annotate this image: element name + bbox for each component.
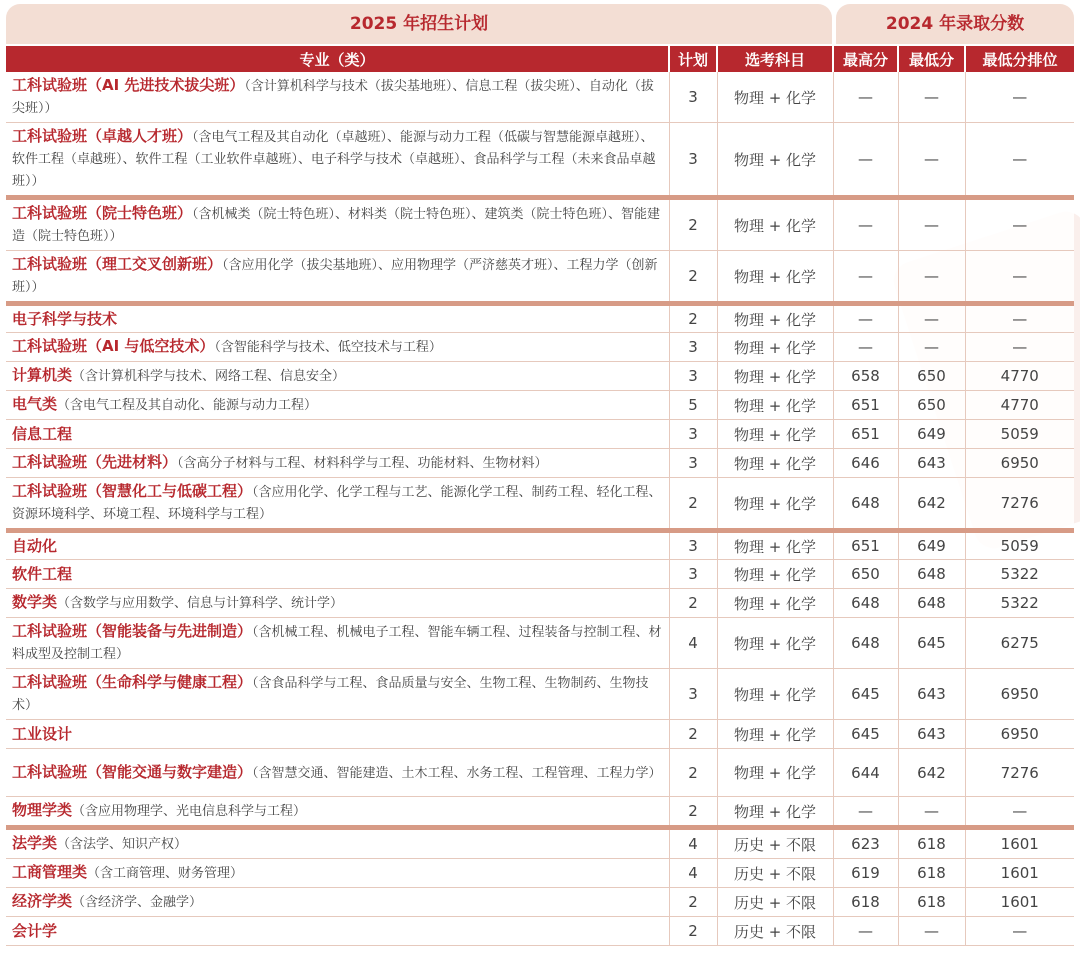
major-description: （含机械工程、机械电子工程、智能车辆工程、过程装备与控制工程、材料成型及控制工程）	[12, 625, 662, 662]
major-name: 工科试验班（理工交叉创新班）	[12, 255, 223, 273]
subjects-cell: 物理 + 化学	[717, 797, 833, 828]
max-score-cell: 651	[833, 391, 898, 420]
min-score-cell: 643	[898, 449, 965, 478]
major-name: 计算机类	[12, 366, 73, 384]
min-score-cell: 643	[898, 720, 965, 749]
min-rank-cell: 5322	[965, 589, 1074, 618]
min-score-cell: 648	[898, 560, 965, 589]
major-cell	[6, 560, 669, 589]
min-rank-cell: 1601	[965, 888, 1074, 917]
subjects-cell: 物理 + 化学	[717, 449, 833, 478]
plan-count-cell: 3	[669, 123, 717, 198]
subjects-cell: 物理 + 化学	[717, 478, 833, 531]
major-description: （含机械类（院士特色班）、材料类（院士特色班）、建筑类（院士特色班）、智能建造（院士特色班））	[12, 207, 661, 244]
min-rank-cell: 5059	[965, 531, 1074, 560]
major-name: 数学类	[12, 593, 58, 611]
major-name: 经济学类	[12, 892, 73, 910]
plan-count-cell: 3	[669, 531, 717, 560]
plan-count-cell: 3	[669, 333, 717, 362]
major-cell	[6, 391, 669, 420]
plan-count-cell: 2	[669, 478, 717, 531]
subjects-cell: 物理 + 化学	[717, 251, 833, 304]
table-row	[6, 123, 1074, 198]
major-name: 工科试验班（院士特色班）	[12, 204, 193, 222]
subjects-cell: 物理 + 化学	[717, 333, 833, 362]
min-rank-cell: —	[965, 917, 1074, 946]
table-row	[6, 797, 1074, 828]
plan-count-cell: 3	[669, 72, 717, 123]
table-row	[6, 828, 1074, 859]
max-score-cell: 645	[833, 669, 898, 720]
table-row	[6, 449, 1074, 478]
min-score-cell: —	[898, 72, 965, 123]
subjects-cell: 物理 + 化学	[717, 531, 833, 560]
min-score-cell: 649	[898, 420, 965, 449]
subjects-cell: 历史 + 不限	[717, 888, 833, 917]
major-cell	[6, 859, 669, 888]
table-row	[6, 391, 1074, 420]
max-score-cell: 619	[833, 859, 898, 888]
max-score-cell: —	[833, 72, 898, 123]
table-row	[6, 749, 1074, 797]
major-name: 软件工程	[12, 565, 73, 583]
subjects-cell: 历史 + 不限	[717, 917, 833, 946]
max-score-cell: 623	[833, 828, 898, 859]
major-name: 物理学类	[12, 801, 73, 819]
min-score-cell: 618	[898, 888, 965, 917]
plan-count-cell: 2	[669, 917, 717, 946]
max-score-cell: 648	[833, 478, 898, 531]
max-score-cell: 618	[833, 888, 898, 917]
min-rank-cell: —	[965, 72, 1074, 123]
major-cell	[6, 749, 669, 797]
max-score-cell: —	[833, 333, 898, 362]
max-score-cell: —	[833, 251, 898, 304]
major-description: （含计算机科学与技术、网络工程、信息安全）	[72, 369, 346, 384]
plan-count-cell: 2	[669, 304, 717, 333]
header-min-score: 最低分	[898, 46, 965, 72]
major-description: （含计算机科学与技术（拔尖基地班）、信息工程（拔尖班）、自动化（拔尖班））	[12, 79, 654, 116]
plan-count-cell: 3	[669, 362, 717, 391]
table-row	[6, 304, 1074, 333]
subjects-cell: 物理 + 化学	[717, 589, 833, 618]
major-cell	[6, 478, 669, 531]
major-name: 电气类	[12, 395, 58, 413]
min-rank-cell: —	[965, 797, 1074, 828]
major-name: 工科试验班（生命科学与健康工程）	[12, 673, 253, 691]
plan-count-cell: 2	[669, 198, 717, 251]
plan-title: 2025 年招生计划	[6, 4, 832, 44]
subjects-cell: 历史 + 不限	[717, 828, 833, 859]
plan-count-cell: 4	[669, 828, 717, 859]
min-score-cell: 618	[898, 859, 965, 888]
major-cell	[6, 449, 669, 478]
table-row	[6, 618, 1074, 669]
header-subjects: 选考科目	[717, 46, 833, 72]
major-name: 信息工程	[12, 425, 73, 443]
subjects-cell: 物理 + 化学	[717, 304, 833, 333]
min-rank-cell: 6275	[965, 618, 1074, 669]
min-rank-cell: —	[965, 123, 1074, 198]
subjects-cell: 历史 + 不限	[717, 859, 833, 888]
table-row	[6, 917, 1074, 946]
subjects-cell: 物理 + 化学	[717, 72, 833, 123]
min-rank-cell: 7276	[965, 478, 1074, 531]
major-cell	[6, 828, 669, 859]
min-score-cell: 650	[898, 362, 965, 391]
table-row	[6, 333, 1074, 362]
major-cell	[6, 669, 669, 720]
plan-count-cell: 2	[669, 720, 717, 749]
min-score-cell: —	[898, 251, 965, 304]
header-major: 专业（类）	[6, 46, 669, 72]
table-row	[6, 589, 1074, 618]
subjects-cell: 物理 + 化学	[717, 669, 833, 720]
min-score-cell: 648	[898, 589, 965, 618]
min-rank-cell: —	[965, 304, 1074, 333]
table-row	[6, 72, 1074, 123]
major-name: 电子科学与技术	[12, 310, 118, 328]
major-name: 工科试验班（卓越人才班）	[12, 127, 193, 145]
max-score-cell: 644	[833, 749, 898, 797]
min-score-cell: —	[898, 304, 965, 333]
major-description: （含电气工程及其自动化（卓越班）、能源与动力工程（低碳与智慧能源卓越班）、软件工程（卓越班）、软件工程（工业软件卓越班）、电子科学与技术（卓越班）、食品科学与工程（未来食品卓越班））	[12, 130, 656, 189]
table-row	[6, 888, 1074, 917]
major-description: （含智慧交通、智能建造、土木工程、水务工程、工程管理、工程力学）	[252, 765, 662, 781]
subjects-cell: 物理 + 化学	[717, 391, 833, 420]
plan-count-cell: 3	[669, 669, 717, 720]
header-min-rank: 最低分排位	[965, 46, 1074, 72]
min-score-cell: —	[898, 198, 965, 251]
major-cell	[6, 797, 669, 828]
min-rank-cell: 7276	[965, 749, 1074, 797]
major-description: （含电气工程及其自动化、能源与动力工程）	[57, 398, 318, 413]
min-score-cell: 649	[898, 531, 965, 560]
table-row	[6, 251, 1074, 304]
major-cell	[6, 420, 669, 449]
major-name: 工科试验班（智能装备与先进制造）	[12, 622, 253, 640]
min-rank-cell: 5059	[965, 420, 1074, 449]
plan-count-cell: 3	[669, 420, 717, 449]
table-row	[6, 420, 1074, 449]
max-score-cell: 645	[833, 720, 898, 749]
plan-count-cell: 2	[669, 589, 717, 618]
table-row	[6, 478, 1074, 531]
major-name: 工科试验班（先进材料）	[12, 453, 178, 471]
subjects-cell: 物理 + 化学	[717, 198, 833, 251]
max-score-cell: —	[833, 304, 898, 333]
min-rank-cell: —	[965, 333, 1074, 362]
header-max-score: 最高分	[833, 46, 898, 72]
min-rank-cell: 6950	[965, 669, 1074, 720]
major-cell	[6, 333, 669, 362]
subjects-cell: 物理 + 化学	[717, 123, 833, 198]
max-score-cell: 658	[833, 362, 898, 391]
min-rank-cell: 1601	[965, 859, 1074, 888]
max-score-cell: 650	[833, 560, 898, 589]
max-score-cell: —	[833, 198, 898, 251]
major-name: 会计学	[12, 922, 58, 940]
table-row	[6, 531, 1074, 560]
major-cell	[6, 72, 669, 123]
table-body	[6, 72, 1074, 946]
min-rank-cell: 4770	[965, 362, 1074, 391]
subjects-cell: 物理 + 化学	[717, 720, 833, 749]
min-rank-cell: 6950	[965, 720, 1074, 749]
major-description: （含数学与应用数学、信息与计算科学、统计学）	[57, 596, 344, 611]
major-name: 工科试验班（AI 先进技术拔尖班）	[12, 76, 245, 94]
min-score-cell: 618	[898, 828, 965, 859]
table-row	[6, 859, 1074, 888]
major-description: （含应用化学、化学工程与工艺、能源化学工程、制药工程、轻化工程、资源环境科学、环境工程、环境科学与工程）	[12, 485, 662, 522]
major-cell	[6, 251, 669, 304]
max-score-cell: 648	[833, 589, 898, 618]
min-score-cell: 650	[898, 391, 965, 420]
min-score-cell: 642	[898, 478, 965, 531]
table-row	[6, 560, 1074, 589]
min-rank-cell: 1601	[965, 828, 1074, 859]
major-cell	[6, 589, 669, 618]
major-description: （含法学、知识产权）	[57, 837, 188, 852]
major-cell	[6, 531, 669, 560]
major-name: 工业设计	[12, 725, 73, 743]
subjects-cell: 物理 + 化学	[717, 362, 833, 391]
plan-count-cell: 4	[669, 859, 717, 888]
table-row	[6, 198, 1074, 251]
max-score-cell: 648	[833, 618, 898, 669]
min-score-cell: —	[898, 123, 965, 198]
min-score-cell: —	[898, 917, 965, 946]
max-score-cell: 651	[833, 531, 898, 560]
major-description: （含应用物理学、光电信息科学与工程）	[72, 804, 307, 819]
min-rank-cell: 5322	[965, 560, 1074, 589]
score-title: 2024 年录取分数	[836, 4, 1074, 44]
major-name: 法学类	[12, 834, 58, 852]
table-row	[6, 720, 1074, 749]
max-score-cell: 651	[833, 420, 898, 449]
subjects-cell: 物理 + 化学	[717, 560, 833, 589]
major-description: （含高分子材料与工程、材料科学与工程、功能材料、生物材料）	[177, 456, 548, 471]
subjects-cell: 物理 + 化学	[717, 420, 833, 449]
plan-count-cell: 3	[669, 560, 717, 589]
major-description: （含应用化学（拔尖基地班）、应用物理学（严济慈英才班）、工程力学（创新班））	[12, 258, 658, 295]
min-score-cell: 645	[898, 618, 965, 669]
major-name: 工商管理类	[12, 863, 88, 881]
plan-count-cell: 4	[669, 618, 717, 669]
table-row	[6, 669, 1074, 720]
min-rank-cell: —	[965, 251, 1074, 304]
major-description: （含智能科学与技术、低空技术与工程）	[214, 340, 442, 355]
major-name: 工科试验班（智慧化工与低碳工程）	[12, 482, 253, 500]
min-score-cell: 642	[898, 749, 965, 797]
subjects-cell: 物理 + 化学	[717, 749, 833, 797]
major-description: （含工商管理、财务管理）	[87, 866, 244, 881]
major-cell	[6, 304, 669, 333]
plan-count-cell: 2	[669, 749, 717, 797]
plan-count-cell: 5	[669, 391, 717, 420]
max-score-cell: —	[833, 797, 898, 828]
major-description: （含食品科学与工程、食品质量与安全、生物工程、生物制药、生物技术）	[12, 676, 649, 713]
plan-count-cell: 2	[669, 797, 717, 828]
plan-count-cell: 2	[669, 888, 717, 917]
min-rank-cell: —	[965, 198, 1074, 251]
major-name: 自动化	[12, 537, 58, 555]
max-score-cell: —	[833, 123, 898, 198]
major-cell	[6, 888, 669, 917]
plan-count-cell: 2	[669, 251, 717, 304]
max-score-cell: —	[833, 917, 898, 946]
max-score-cell: 646	[833, 449, 898, 478]
major-cell	[6, 618, 669, 669]
major-cell	[6, 198, 669, 251]
major-cell	[6, 123, 669, 198]
min-score-cell: 643	[898, 669, 965, 720]
table-header-row	[6, 46, 1074, 72]
major-description: （含经济学、金融学）	[72, 895, 203, 910]
major-name: 工科试验班（AI 与低空技术）	[12, 337, 215, 355]
subjects-cell: 物理 + 化学	[717, 618, 833, 669]
min-score-cell: —	[898, 333, 965, 362]
min-rank-cell: 4770	[965, 391, 1074, 420]
major-cell	[6, 917, 669, 946]
min-rank-cell: 6950	[965, 449, 1074, 478]
major-cell	[6, 362, 669, 391]
admission-table	[6, 46, 1074, 946]
plan-count-cell: 3	[669, 449, 717, 478]
major-cell	[6, 720, 669, 749]
major-name: 工科试验班（智能交通与数字建造）	[12, 762, 253, 781]
min-score-cell: —	[898, 797, 965, 828]
table-row	[6, 362, 1074, 391]
header-plan: 计划	[669, 46, 717, 72]
